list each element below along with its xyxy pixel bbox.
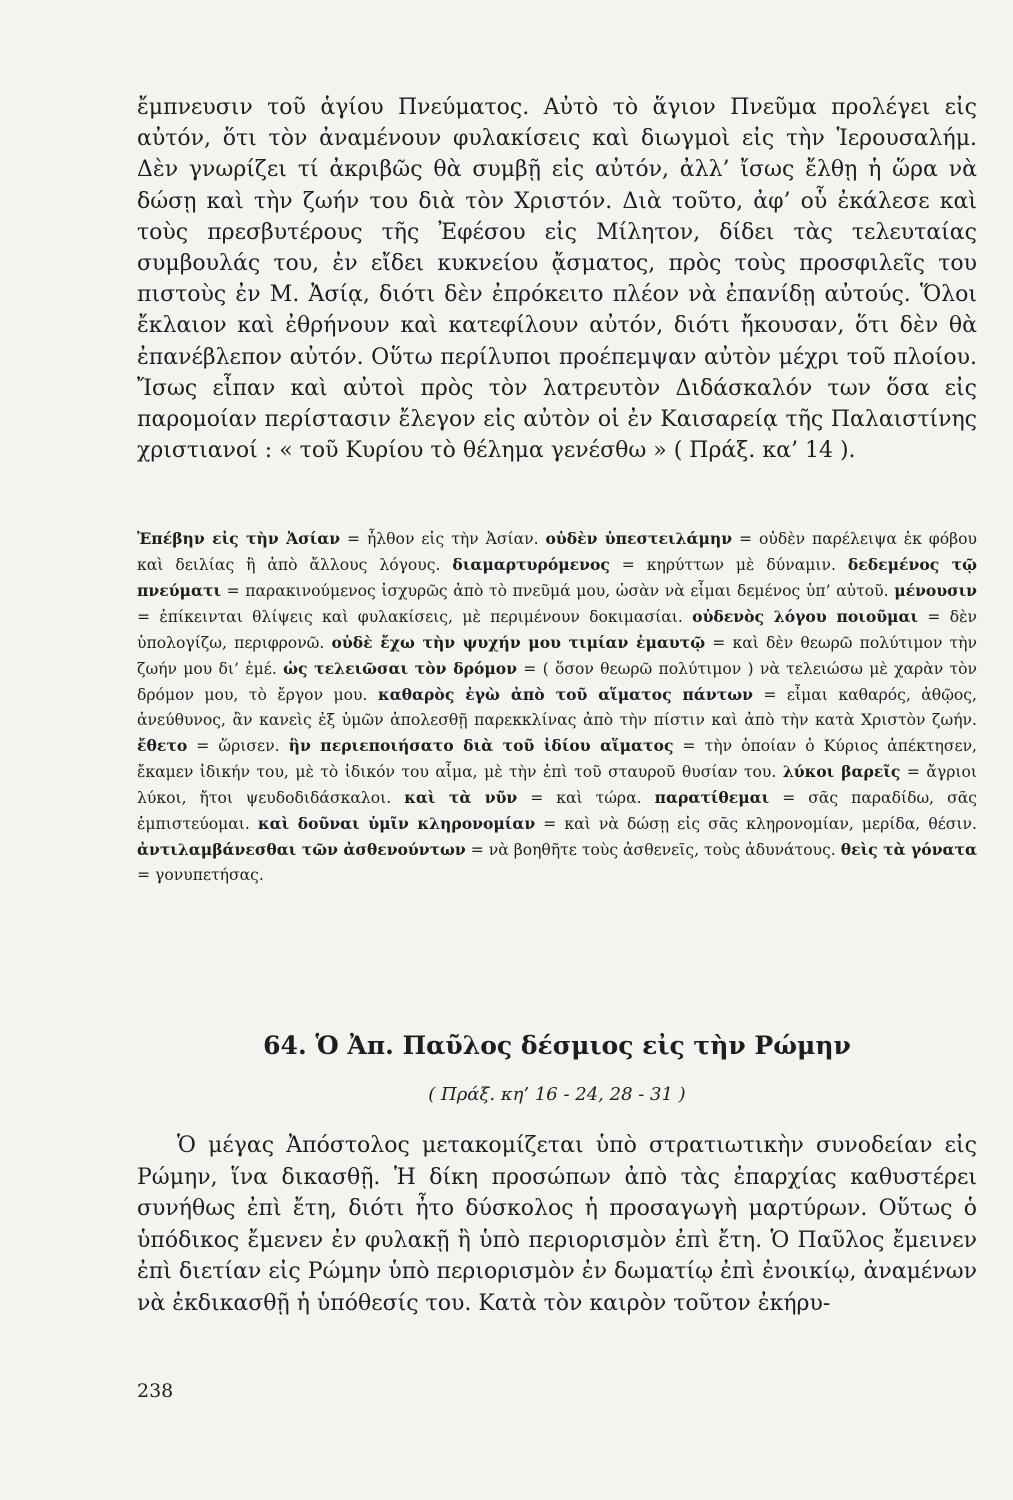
note-gloss: = ἦλθον εἰς τὴν Ἀσίαν. (340, 530, 546, 548)
note-gloss: = καὶ δὲν θεωρῶ πολύτιμον τὴν ζωήν μου δι’ ἐμέ. (137, 634, 977, 678)
note-term: διαμαρτυρόμενος (452, 555, 610, 574)
note-gloss: = παρακινούμενος ἰσχυρῶς ἀπὸ τὸ πνεῦμά μου, ὡσὰν νὰ εἶμαι δεμένος ὑπ’ αὐτοῦ. (220, 582, 895, 600)
note-term: λύκοι βαρεῖς (782, 762, 901, 781)
paragraph-2: Ὁ μέγας Ἀπόστολος μετακομίζεται ὑπὸ στρατιωτικὴν συνοδείαν εἰς Ρώμην, ἵνα δικασθῇ. Ἡ δίκη προσώπων ἀπὸ τὰς ἐπαρχίας καθυστέρει συνήθως ἐπὶ ἔτη, διότι ἦτο δύσκολος ἡ προσαγωγὴ μαρτύρων. Οὕτως ὁ ὑπόδικος ἔμενεν ἐν φυλακῇ ἢ ὑπὸ περιορισμὸν ἐπὶ ἔτη. Ὁ Παῦλος ἔμεινεν ἐπὶ διετίαν εἰς Ρώμην ὑπὸ περιορισμὸν ἐν δωματίῳ ἐπὶ ἐνοικίῳ, ἀναμένων νὰ ἐκδικασθῇ ἡ ὑπόθεσίς του. Κατὰ τὸν καιρὸν τοῦτον ἐκήρυ- (137, 1133, 977, 1316)
note-term: θεὶς τὰ γόνατα (840, 840, 978, 859)
glossary-notes (137, 526, 977, 888)
note-gloss: = γονυπετήσας. (137, 866, 264, 884)
note-gloss: = καὶ τώρα. (517, 789, 655, 807)
note-term: καθαρὸς ἐγὼ ἀπὸ τοῦ αἵματος πάντων (377, 685, 753, 704)
note-gloss: = καὶ νὰ δώσῃ εἰς σᾶς κληρονομίαν, μερίδα, θέσιν. (535, 815, 977, 833)
note-term: καὶ τὰ νῦν (404, 788, 518, 807)
note-term: ὡς τελειῶσαι τὸν δρόμον (283, 659, 518, 678)
note-term: Ἐπέβην εἰς τὴν Ἀσίαν (137, 529, 341, 548)
note-term: ἀντιλαμβάνεσθαι τῶν ἀσθενούντων (137, 840, 466, 859)
page-number: 238 (137, 1380, 174, 1402)
note-term: μένουσιν (894, 581, 977, 600)
note-term: οὐδενὸς λόγου ποιοῦμαι (692, 607, 919, 626)
note-term: δεδεμένος τῷ πνεύματι (137, 555, 977, 600)
note-gloss: = εἶμαι καθαρός, ἀθῷος, ἀνεύθυνος, ἂν κανεὶς ἐξ ὑμῶν ἀπολεσθῇ παρεκκλίνας ἀπὸ τὴν πίστιν καὶ ἀπὸ τὴν κατὰ Χριστὸν ζωήν. (137, 686, 977, 729)
note-term: ἣν περιεποιήσατο διὰ τοῦ ἰδίου αἵματος (288, 736, 674, 755)
note-term: οὐδὲ ἔχω τὴν ψυχήν μου τιμίαν ἐμαυτῷ (331, 633, 706, 652)
note-term: καὶ δοῦναι ὑμῖν κληρονομίαν (257, 814, 536, 833)
note-term: ἔθετο (137, 736, 188, 755)
paragraph-1: ἔμπνευσιν τοῦ ἁγίου Πνεύματος. Αὐτὸ τὸ ἅγιον Πνεῦμα προλέγει εἰς αὐτόν, ὅτι τὸν ἀναμένουν φυλακίσεις καὶ διωγμοὶ εἰς τὴν Ἱερουσαλήμ. Δὲν γνωρίζει τί ἀκριβῶς θὰ συμβῇ εἰς αὐτόν, ἀλλ’ ἴσως ἔλθῃ ἡ ὥρα νὰ δώσῃ καὶ τὴν ζωήν του διὰ τὸν Χριστόν. Διὰ τοῦτο, ἀφ’ οὗ ἐκάλεσε καὶ τοὺς πρεσβυτέρους τῆς Ἐφέσου εἰς Μίλητον, δίδει τὰς τελευταίας συμβουλάς του, ἐν εἴδει κυκνείου ᾄσματος, πρὸς τοὺς προσφιλεῖς του πιστοὺς ἐν Μ. Ἀσίᾳ, διότι δὲν ἐπρόκειτο πλέον νὰ ἐπανίδῃ αὐτούς. Ὅλοι ἔκλαιον καὶ ἐθρήνουν καὶ κατεφίλουν αὐτόν, διότι ἤκουσαν, ὅτι δὲν θὰ ἐπανέβλεπον αὐτόν. Οὕτω περίλυποι προέπεμψαν αὐτὸν μέχρι τοῦ πλοίου. Ἴσως εἶπαν καὶ αὐτοὶ πρὸς τὸν λατρευτὸν Διδάσκαλόν των ὅσα εἰς παρομοίαν περίστασιν ἔλεγον εἰς αὐτὸν οἱ ἐν Καισαρείᾳ τῆς Παλαιστίνης χριστιανοί : « τοῦ Κυρίου τὸ θέλημα γενέσθω » ( Πράξ. κα’ 14 ). (137, 95, 977, 464)
note-term: παρατίθεμαι (654, 788, 770, 807)
note-gloss: = ὥρισεν. (187, 737, 289, 755)
note-gloss: = τὴν ὁποίαν ὁ Κύριος ἀπέκτησεν, ἔκαμεν ἰδικήν του, μὲ τὸ ἰδικόν του αἷμα, μὲ τὴν ἐπὶ τοῦ σταυροῦ θυσίαν του. (137, 737, 978, 781)
note-gloss: = οὐδὲν παρέλειψα ἐκ φόβου καὶ δειλίας ἢ ἀπὸ ἄλλους λόγους. (137, 530, 977, 574)
note-gloss: = ( ὅσον θεωρῶ πολύτιμον ) νὰ τελειώσω μὲ χαρὰν τὸν δρόμον μου, τὸ ἔργον μου. (137, 660, 977, 704)
note-term: οὐδὲν ὑπεστειλάμην (545, 529, 733, 548)
note-gloss: = σᾶς παραδίδω, σᾶς ἐμπιστεύομαι. (137, 789, 978, 833)
note-gloss: = κηρύττων μὲ δύναμιν. (609, 556, 848, 574)
note-gloss: = δὲν ὑπολογίζω, περιφρονῶ. (137, 608, 977, 652)
note-gloss: = ἐπίκεινται θλίψεις καὶ φυλακίσεις, μὲ περιμένουν δοκιμασίαι. (137, 608, 693, 626)
scripture-reference: ( Πράξ. κη’ 16 - 24, 28 - 31 ) (428, 1084, 686, 1105)
note-gloss: = νὰ βοηθῆτε τοὺς ἀσθενεῖς, τοὺς ἀδυνάτους. (465, 841, 841, 859)
section-heading: 64. Ὁ Ἀπ. Παῦλος δέσμιος εἰς τὴν Ρώμην (263, 1031, 851, 1060)
note-gloss: = ἄγριοι λύκοι, ἤτοι ψευδοδιδάσκαλοι. (137, 763, 977, 807)
